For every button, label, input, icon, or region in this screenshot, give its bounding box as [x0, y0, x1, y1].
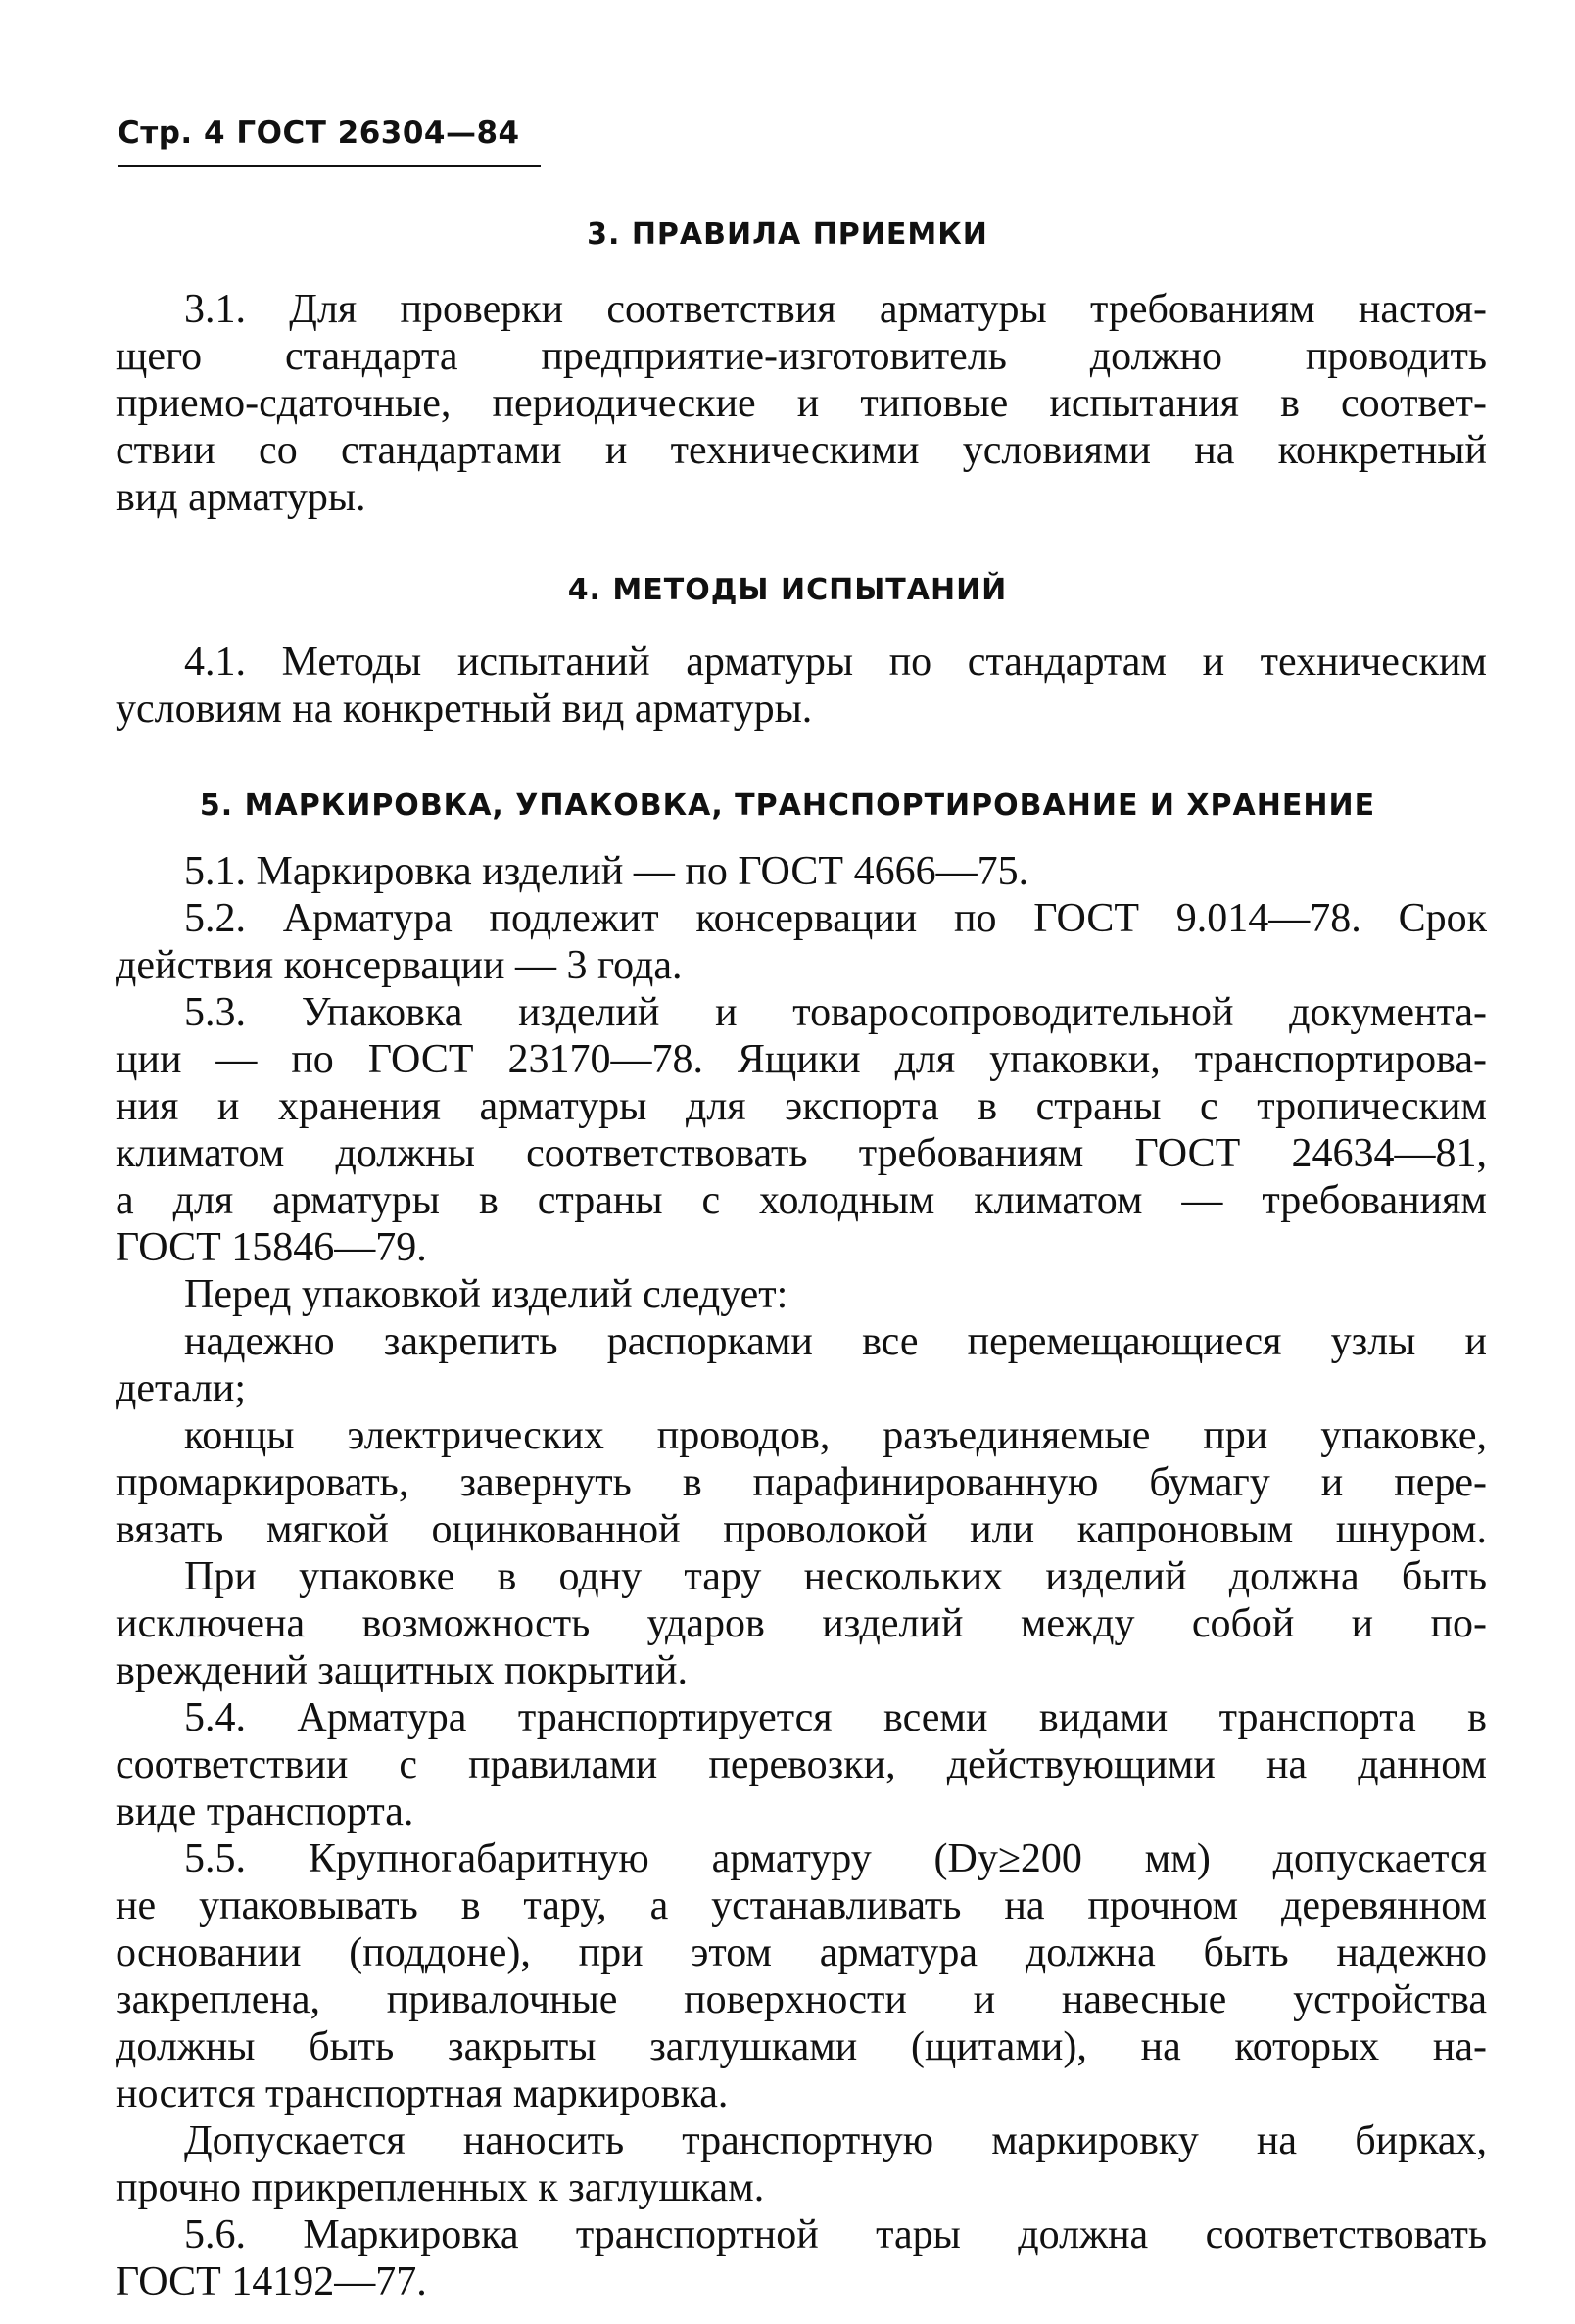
text-line: действия консервации — 3 года. [116, 943, 683, 988]
text-line: не упаковывать в тару, а устанавливать на прочном деревянном [116, 1883, 1487, 1928]
text-line: 5.1. Маркировка изделий — по ГОСТ 4666—75. [184, 849, 1029, 894]
text-line: щего стандарта предприятие-изготовитель должно проводить [116, 334, 1487, 379]
text-line: ния и хранения арматуры для экспорта в страны с тропическим [116, 1084, 1487, 1129]
text-line: ствии со стандартами и техническими условиями на конкретный [116, 428, 1487, 473]
section-3-paragraph [116, 286, 1487, 521]
text-line: условиям на конкретный вид арматуры. [116, 687, 813, 732]
text-line: надежно закрепить распорками все перемещающиеся узлы и [184, 1319, 1487, 1364]
section-5-heading: 5. МАРКИРОВКА, УПАКОВКА, ТРАНСПОРТИРОВАНИЕ И ХРАНЕНИЕ [199, 788, 1376, 823]
text-line: климатом должны соответствовать требованиям ГОСТ 24634—81, [116, 1131, 1487, 1176]
text-line: основании (поддоне), при этом арматура должна быть надежно [116, 1930, 1487, 1975]
text-line: промаркировать, завернуть в парафинированную бумагу и пере- [116, 1460, 1487, 1505]
text-line: 5.6. Маркировка транспортной тары должна соответствовать [184, 2212, 1487, 2257]
text-line: 5.3. Упаковка изделий и товаросопроводительной документа- [184, 990, 1487, 1035]
section-4-heading: 4. МЕТОДЫ ИСПЫТАНИЙ [567, 573, 1008, 607]
text-line: вязать мягкой оцинкованной проволокой или капроновым шнуром. [116, 1507, 1487, 1552]
text-line: исключена возможность ударов изделий между собой и по- [116, 1601, 1487, 1646]
text-line: приемо-сдаточные, периодические и типовые испытания в соответ- [116, 381, 1487, 426]
text-line: носится транспортная маркировка. [116, 2071, 729, 2116]
section-5-body [116, 848, 1487, 2305]
text-line: 5.4. Арматура транспортируется всеми видами транспорта в [184, 1695, 1487, 1740]
text-line: закреплена, привалочные поверхности и навесные устройства [116, 1977, 1487, 2022]
section-4-paragraph [116, 639, 1487, 733]
page-header: Стр. 4 ГОСТ 26304—84 [118, 116, 541, 167]
text-line: ции — по ГОСТ 23170—78. Ящики для упаковки, транспортирова- [116, 1037, 1487, 1082]
section-3-heading: 3. ПРАВИЛА ПРИЕМКИ [587, 217, 988, 252]
text-line: 3.1. Для проверки соответствия арматуры требованиям настоя- [184, 287, 1487, 332]
text-line: Перед упаковкой изделий следует: [184, 1272, 788, 1317]
text-line: ГОСТ 15846—79. [116, 1225, 427, 1270]
text-line: соответствии с правилами перевозки, действующими на данном [116, 1742, 1487, 1787]
text-line: прочно прикрепленных к заглушкам. [116, 2165, 765, 2210]
text-line: Допускается наносить транспортную маркировку на бирках, [184, 2118, 1487, 2163]
text-line: 5.5. Крупногабаритную арматуру (Dу≥200 мм) допускается [184, 1836, 1487, 1881]
text-line: 5.2. Арматура подлежит консервации по ГОСТ 9.014—78. Срок [184, 896, 1487, 941]
text-line: вид арматуры. [116, 475, 366, 520]
text-line: вреждений защитных покрытий. [116, 1648, 688, 1693]
text-line: При упаковке в одну тару нескольких изделий должна быть [184, 1554, 1487, 1599]
text-line: должны быть закрыты заглушками (щитами), на которых на- [116, 2024, 1487, 2069]
text-line: ГОСТ 14192—77. [116, 2259, 427, 2304]
text-line: а для арматуры в страны с холодным климатом — требованиям [116, 1178, 1487, 1223]
text-line: детали; [116, 1366, 246, 1411]
text-line: концы электрических проводов, разъединяемые при упаковке, [184, 1413, 1487, 1458]
text-line: 4.1. Методы испытаний арматуры по стандартам и техническим [184, 640, 1487, 685]
text-line: виде транспорта. [116, 1789, 414, 1834]
